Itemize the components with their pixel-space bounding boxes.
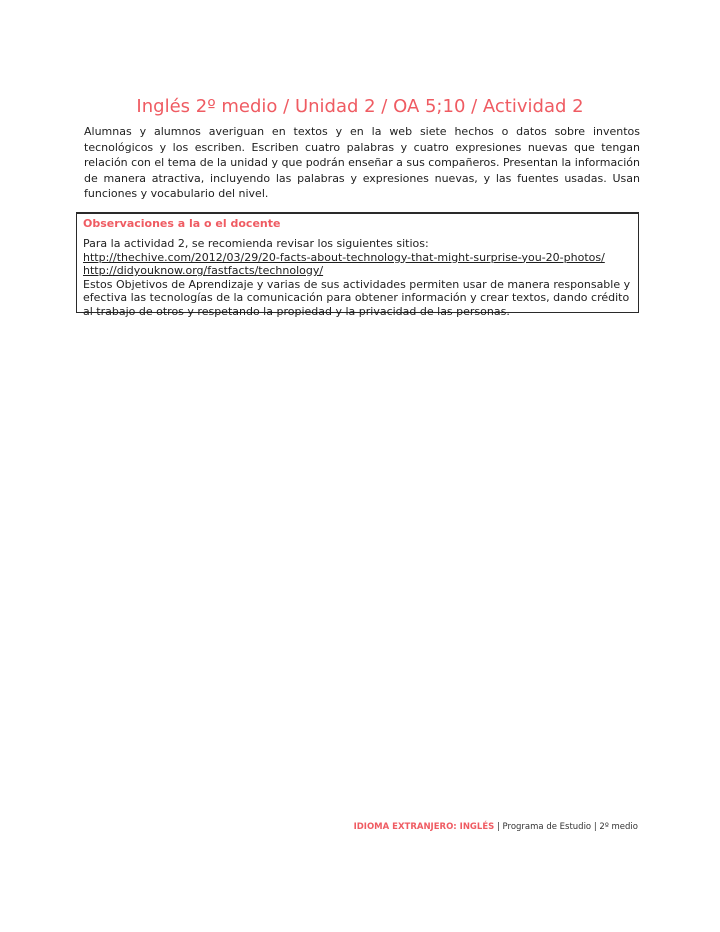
activity-description: Alumnas y alumnos averiguan en textos y en la web siete hechos o datos sobre inventos tecnológicos y los escriben. Escriben cuatro palabras y cuatro expresiones nuevas que tengan relación con el tema de la unidad y que podrán enseñar a sus compañeros. Presentan la información de manera atractiva, incluyendo las palabras y expresiones nuevas, y las fuentes usadas. Usan funciones y vocabulario del nivel. xyxy=(84,125,640,201)
teacher-observations-box xyxy=(76,212,639,318)
footer-separator: | xyxy=(494,822,503,832)
footer-subject: IDIOMA EXTRANJERO: INGLÉS xyxy=(353,822,495,832)
footer-grade: 2º medio xyxy=(599,822,638,832)
resource-link-1[interactable]: http://thechive.com/2012/03/29/20-facts-about-technology-that-might-surprise-you-20-photos/ xyxy=(83,250,605,264)
footer-separator: | xyxy=(591,822,600,832)
observations-note: Estos Objetivos de Aprendizaje y varias de sus actividades permiten usar de manera responsable y efectiva las tecnologías de la comunicación para obtener información y crear textos, dando crédito al trabajo de otros y respetando la propiedad y la privacidad de las personas. xyxy=(83,277,631,318)
footer-program: Programa de Estudio xyxy=(502,822,592,832)
resource-link-2[interactable]: http://didyouknow.org/fastfacts/technology/ xyxy=(83,264,324,277)
page-footer xyxy=(354,822,638,832)
observations-heading: Observaciones a la o el docente xyxy=(83,217,281,230)
page-title: Inglés 2º medio / Unidad 2 / OA 5;10 / Actividad 2 xyxy=(136,96,584,118)
observations-intro: Para la actividad 2, se recomienda revisar los siguientes sitios: xyxy=(83,237,429,250)
